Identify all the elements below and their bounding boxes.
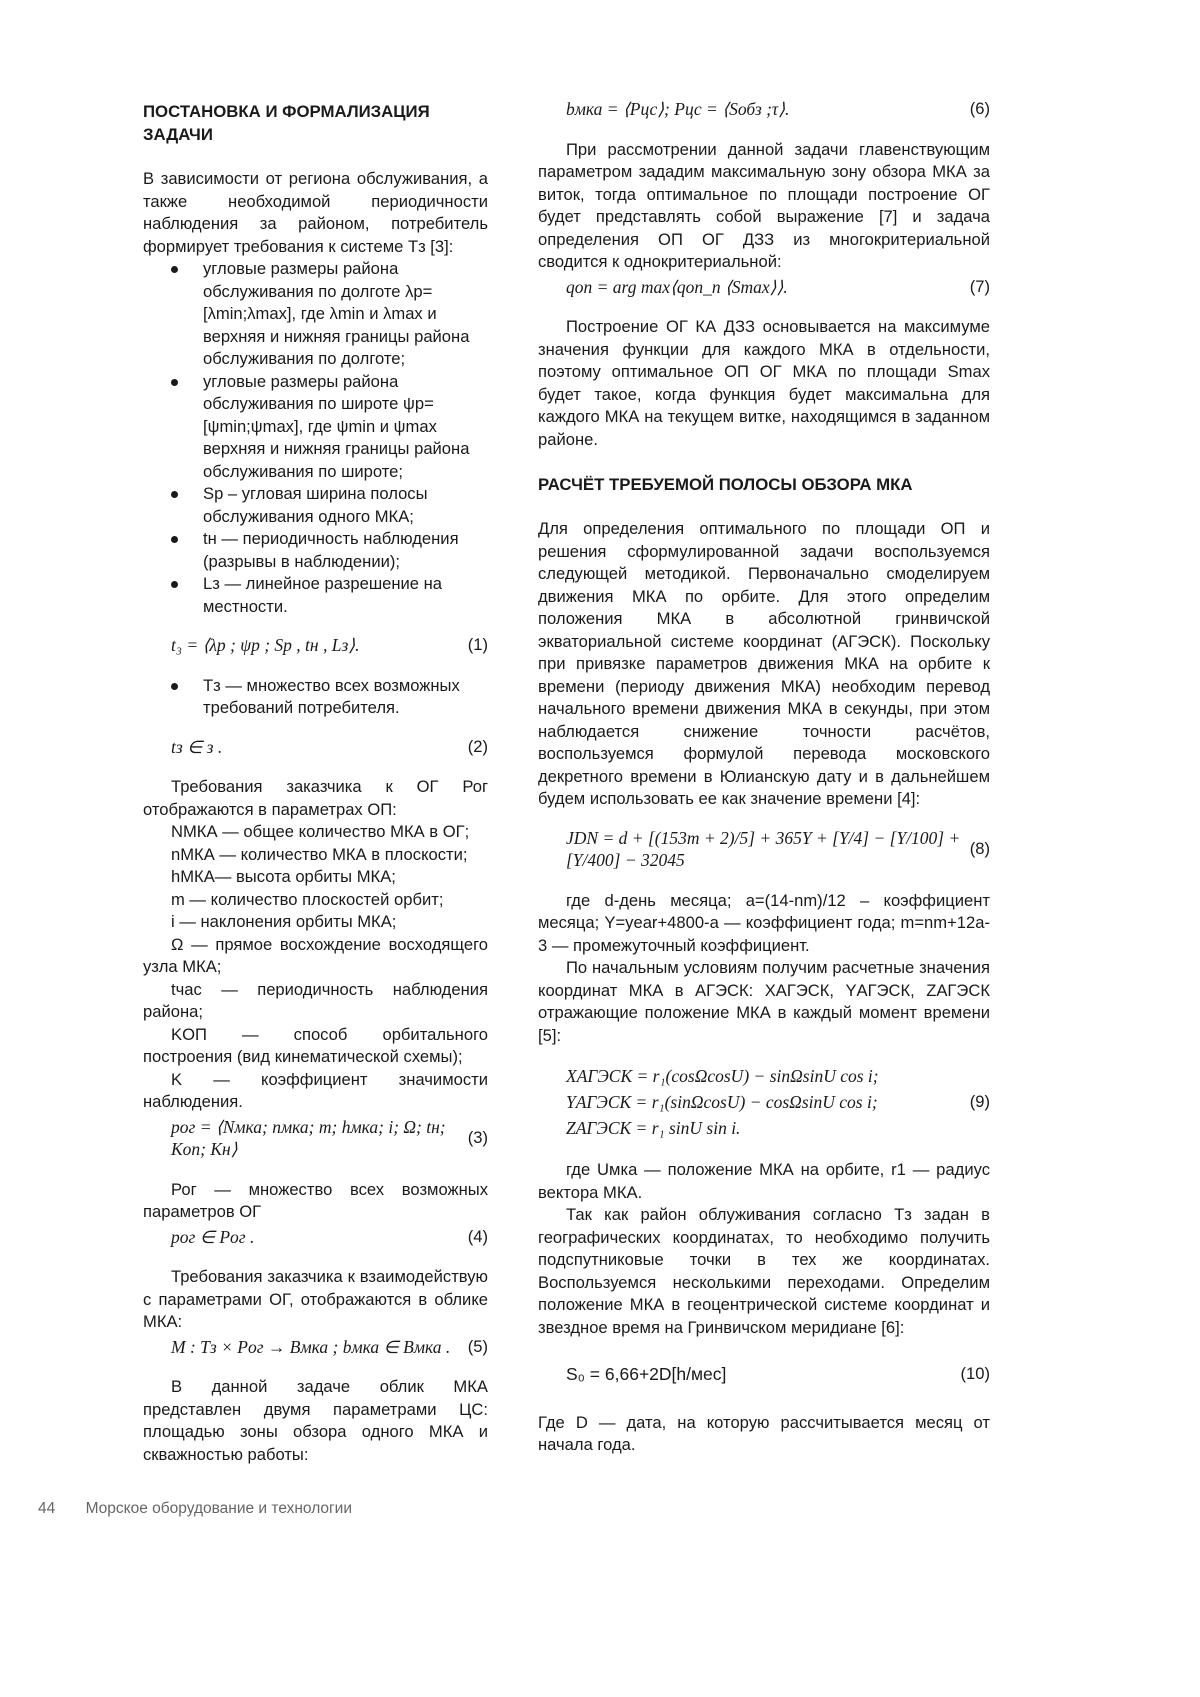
equation-number: (10): [960, 1363, 990, 1386]
paragraph: i — наклонения орбиты МКА;: [143, 911, 488, 934]
paragraph: Построение ОГ КА ДЗЗ основывается на максимуме значения функции для каждого МКА в отдельности, поэтому оптимальное ОП ОГ МКА по площади Smax будет такое, когда функция будет максимальна для каждого МКА на текущем витке, находящимся в заданном районе.: [538, 316, 990, 451]
paragraph: Ω — прямое восхождение восходящего узла МКА;: [143, 934, 488, 979]
paragraph: где d-день месяца; a=(14-nm)/12 – коэффициент месяца; Y=year+4800-a — коэффициент года; m=nm+12a-3 — промежуточный коэффициент.: [538, 890, 990, 958]
paragraph: где Uмка — положение МКА на орбите, r1 — радиус вектора МКА.: [538, 1159, 990, 1204]
paragraph: При рассмотрении данной задачи главенствующим параметром зададим максимальную зону обзора МКА за виток, тогда оптимальное по площади построение ОГ будет представлять собой выражение [7] и задача определения ОП ОГ ДЗЗ из многокритериальной сводится к однокритериальной:: [538, 139, 990, 274]
equation: [143, 736, 488, 759]
paragraph: tчас — периодичность наблюдения района;: [143, 979, 488, 1024]
journal-title: Морское оборудование и технологии: [86, 1500, 352, 1517]
list-item: угловые размеры района обслуживания по широте ψр=[ψmin;ψmax], где ψmin и ψmax верхняя и нижняя границы района обслуживания по широте;: [203, 371, 488, 484]
paragraph: Требования заказчика к взаимодействую с параметрами ОГ, отображаются в облике МКА:: [143, 1266, 488, 1334]
paragraph: Для определения оптимального по площади ОП и решения сформулированной задачи воспользуемся следующей методикой. Первоначально смоделируем движения МКА по орбите. Для этого определим положения МКА в абсолютной гринвичской экваториальной системе координат (АГЭСК). Поскольку при привязке параметров движения МКА на орбите к времени (периоду движения МКА) необходим перевод начального времени движения МКА в секунды, при этом наблюдается снижение точности расчётов, воспользуемся формулой перевода московского декретного времени в Юлианскую дату и в дальнейшем будем использовать ее как значение времени [4]:: [538, 518, 990, 811]
equation-number: (2): [468, 736, 488, 759]
page-footer: [38, 1500, 378, 1518]
paragraph: hМКА— высота орбиты МКА;: [143, 866, 488, 889]
equation: [143, 1336, 488, 1359]
equation-expression: pог ∈ Pог .: [143, 1226, 254, 1249]
right-column: [538, 96, 990, 1457]
equation: [143, 1116, 488, 1161]
equation: [538, 1063, 990, 1141]
equation-number: (4): [468, 1226, 488, 1249]
bullet-list: [143, 258, 488, 618]
paragraph: По начальным условиям получим расчетные значения координат МКА в АГЭСК: XАГЭСК, YАГЭСК, ZАГЭСК отражающие положение МКА в каждый момент времени [5]:: [538, 957, 990, 1047]
equation: [538, 276, 990, 299]
paragraph: Так как район облуживания согласно Тз задан в географических координатах, то необходимо получить подспутниковые точки в тех же координатах. Воспользуемся несколькими переходами. Определим положение МКА в геоцентрической системе координат и звездное время на Гринвичском меридиане [6]:: [538, 1204, 990, 1339]
equation: [538, 1363, 990, 1386]
paragraph: KОП — способ орбитального построения (вид кинематической схемы);: [143, 1024, 488, 1069]
equation: [143, 634, 488, 657]
paragraph: NМКА — общее количество МКА в ОГ;: [143, 821, 488, 844]
list-item: Lз — линейное разрешение на местности.: [203, 573, 488, 618]
left-column: [143, 100, 488, 1466]
bullet-list: [143, 675, 488, 720]
equation-number: (7): [970, 276, 990, 299]
list-item: Тз — множество всех возможных требований потребителя.: [203, 675, 488, 720]
equation-expression: tз ∈ з .: [143, 736, 222, 759]
paragraph: K — коэффициент значимости наблюдения.: [143, 1069, 488, 1114]
equation-number: (9): [970, 1091, 990, 1114]
section-heading: РАСЧЁТ ТРЕБУЕМОЙ ПОЛОСЫ ОБЗОРА МКА: [538, 473, 990, 496]
section-heading: ПОСТАНОВКА И ФОРМАЛИЗАЦИЯ ЗАДАЧИ: [143, 100, 488, 146]
equation-number: (5): [468, 1336, 488, 1359]
list-item: Sр – угловая ширина полосы обслуживания одного МКА;: [203, 483, 488, 528]
equation-number: (8): [970, 838, 990, 861]
paragraph: В данной задаче облик МКА представлен двумя параметрами ЦС: площадью зоны обзора одного МКА и скважностью работы:: [143, 1376, 488, 1466]
equation-number: (3): [468, 1127, 488, 1150]
paragraph: Рог — множество всех возможных параметров ОГ: [143, 1179, 488, 1224]
equation: [538, 98, 990, 121]
page-number: 44: [38, 1500, 55, 1517]
paragraph: Требования заказчика к ОГ Рог отображаются в параметрах ОП:: [143, 776, 488, 821]
equation: [538, 827, 990, 872]
paragraph: В зависимости от региона обслуживания, а также необходимой периодичности наблюдения за районом, потребитель формирует требования к системе Тз [3]:: [143, 168, 488, 258]
equation-expression: qоп = arg max⟨qоп_п ⟨Smax⟩⟩.: [538, 276, 788, 299]
equation: [143, 1226, 488, 1249]
equation-expression: JDN = d + [(153m + 2)/5] + 365Y + [Y/4] − [Y/100] + [Y/400] − 32045: [538, 827, 970, 872]
paragraph: Где D — дата, на которую рассчитывается месяц от начала года.: [538, 1412, 990, 1457]
list-item: угловые размеры района обслуживания по долготе λр=[λmin;λmax], где λmin и λmax и верхняя и нижняя границы района обслуживания по долготе;: [203, 258, 488, 371]
paragraph: m — количество плоскостей орбит;: [143, 889, 488, 912]
equation-expression: XАГЭСК = r₁(cosΩcosU) − sinΩsinU cos i; YАГЭСК = r₁(sinΩcosU) − cosΩsinU cos i; ZАГЭСК = r₁ sinU sin i.: [538, 1063, 879, 1141]
equation-expression: S₀ = 6,66+2D[h/мес]: [538, 1363, 726, 1386]
equation-expression: M : Tз × Pог → Bмка ; bмка ∈ Bмка .: [143, 1336, 450, 1359]
equation-expression: t₃ = ⟨λp ; ψp ; Sp , tн , Lз⟩.: [143, 634, 360, 657]
list-item: tн — периодичность наблюдения (разрывы в наблюдении);: [203, 528, 488, 573]
paragraph: nМКА — количество МКА в плоскости;: [143, 844, 488, 867]
equation-number: (1): [468, 634, 488, 657]
equation-expression: pог = ⟨Nмка; nмка; m; hмка; i; Ω; tн; Kоп; Kн⟩: [143, 1116, 468, 1161]
equation-expression: bмка = ⟨Pцс⟩; Pцс = ⟨Sобз ;τ⟩.: [538, 98, 789, 121]
equation-number: (6): [970, 98, 990, 121]
